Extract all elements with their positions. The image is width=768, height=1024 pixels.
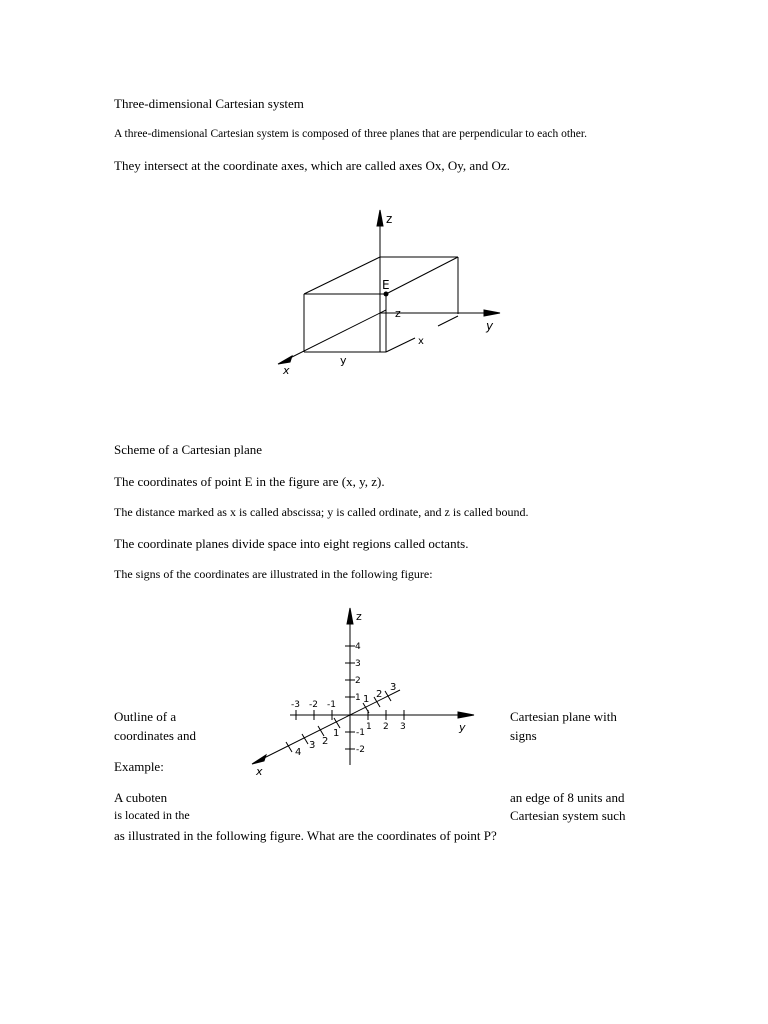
outline-left-1: Outline of a bbox=[114, 709, 177, 724]
fig2-axis-y-label: y bbox=[459, 721, 466, 734]
segment-y-label: y bbox=[340, 354, 347, 367]
signs-paragraph: The signs of the coordinates are illustrated in the following figure: bbox=[114, 567, 433, 581]
z-tick-neg2: -2 bbox=[356, 745, 365, 755]
axis-z-label: z bbox=[386, 212, 393, 226]
coords-paragraph: The coordinates of point E in the figure are (x, y, z). bbox=[114, 474, 385, 489]
outline-left-2: coordinates and bbox=[114, 728, 196, 743]
example-question: as illustrated in the following figure. What are the coordinates of point P? bbox=[114, 828, 497, 843]
x-tick-neg3: 3 bbox=[390, 682, 397, 693]
z-tick-3: 3 bbox=[355, 659, 361, 669]
x-tick-4: 4 bbox=[295, 747, 302, 758]
intro-paragraph-2: They intersect at the coordinate axes, which are called axes Ox, Oy, and Oz. bbox=[114, 158, 510, 173]
z-tick-neg1: -1 bbox=[356, 728, 365, 738]
x-tick-3: 3 bbox=[309, 740, 316, 751]
y-tick-3: 3 bbox=[400, 722, 406, 732]
x-tick-1: 1 bbox=[333, 728, 340, 739]
octants-paragraph: The coordinate planes divide space into eight regions called octants. bbox=[114, 536, 469, 551]
fig2-axis-x-label: x bbox=[256, 765, 263, 778]
segment-x-label: x bbox=[418, 336, 424, 347]
z-tick-4: 4 bbox=[355, 642, 361, 652]
y-tick-neg1: -1 bbox=[327, 700, 336, 710]
y-tick-neg3: -3 bbox=[291, 700, 300, 710]
z-tick-2: 2 bbox=[355, 676, 361, 686]
intro-paragraph-1: A three-dimensional Cartesian system is composed of three planes that are perpendicular to each other. bbox=[114, 128, 587, 140]
example-label: Example: bbox=[114, 759, 164, 774]
segment-z-label: z bbox=[395, 307, 401, 320]
example-left-2: is located in the bbox=[114, 808, 190, 822]
page-title: Three-dimensional Cartesian system bbox=[114, 96, 304, 111]
scheme-heading: Scheme of a Cartesian plane bbox=[114, 442, 262, 457]
x-tick-2: 2 bbox=[322, 736, 329, 747]
distance-paragraph: The distance marked as x is called abscissa; y is called ordinate, and z is called bound. bbox=[114, 505, 529, 519]
outline-right-2: signs bbox=[510, 728, 537, 743]
axis-y-label: y bbox=[486, 319, 494, 333]
point-e-label: E bbox=[382, 278, 390, 292]
axis-x-label: x bbox=[283, 364, 290, 377]
x-tick-neg2: 2 bbox=[376, 689, 383, 700]
example-right-2: Cartesian system such bbox=[510, 808, 626, 823]
x-tick-neg1: 1 bbox=[363, 694, 370, 705]
y-tick-1: 1 bbox=[366, 722, 372, 732]
example-left-1: A cuboten bbox=[114, 790, 168, 805]
y-tick-neg2: -2 bbox=[309, 700, 318, 710]
example-right-1: an edge of 8 units and bbox=[510, 790, 625, 805]
outline-right-1: Cartesian plane with bbox=[510, 709, 617, 724]
y-tick-2: 2 bbox=[383, 722, 389, 732]
z-tick-1: 1 bbox=[355, 693, 361, 703]
fig2-axis-z-label: z bbox=[356, 610, 362, 623]
